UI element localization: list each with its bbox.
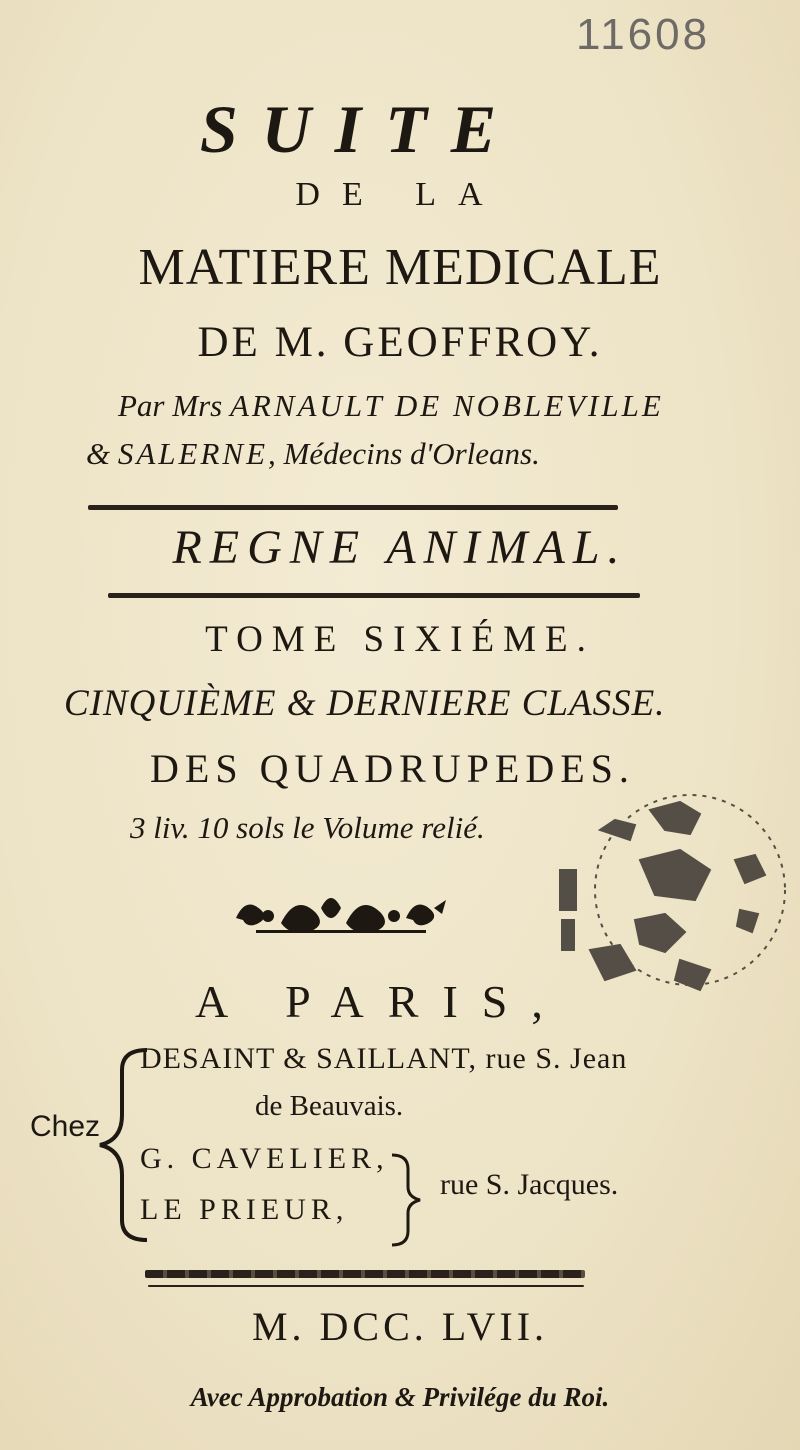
volume-price: 3 liv. 10 sols le Volume relié. xyxy=(130,810,485,845)
volume-classe: CINQUIÈME & DERNIERE CLASSE. xyxy=(64,683,666,724)
volume-subject: DES QUADRUPEDES. xyxy=(150,746,635,791)
title-suite: SUITE xyxy=(199,91,521,167)
publisher-street: rue S. Jacques. xyxy=(440,1168,619,1201)
shelfmark-number: 11608 xyxy=(576,10,711,59)
imprint-city: A PARIS, xyxy=(195,976,567,1027)
title-main: MATIERE MEDICALE xyxy=(138,239,662,296)
approbation-line: Avec Approbation & Privilége du Roi. xyxy=(190,1382,610,1412)
authors-par: Par Mrs xyxy=(118,388,223,423)
library-stamp-icon xyxy=(540,750,790,1050)
rule-top-1 xyxy=(88,505,618,510)
publisher-1: DESAINT & SAILLANT, rue S. Jean xyxy=(140,1042,628,1075)
rule-bottom-thin xyxy=(148,1285,584,1287)
volume-tome: TOME SIXIÉME. xyxy=(205,619,595,660)
fleuron-ornament-icon xyxy=(226,878,456,948)
authors-line-1 xyxy=(118,388,664,424)
authors-ampersand: & xyxy=(86,436,111,471)
imprint-chez: Chez xyxy=(30,1110,101,1143)
section-title: REGNE ANIMAL. xyxy=(172,521,628,574)
author-name-1: ARNAULT DE NOBLEVILLE xyxy=(229,388,664,423)
authors-role: , Médecins d'Orleans. xyxy=(268,436,540,471)
title-de-la: DE LA xyxy=(295,176,505,213)
title-author-line: DE M. GEOFFROY. xyxy=(197,319,603,366)
rule-bottom-ornamental xyxy=(145,1270,585,1278)
publisher-3: LE PRIEUR, xyxy=(140,1193,349,1226)
author-name-2: SALERNE xyxy=(117,436,269,471)
rule-top-2 xyxy=(108,593,640,598)
small-brace-icon xyxy=(384,1150,424,1250)
publication-date: M. DCC. LVII. xyxy=(251,1304,549,1349)
publisher-1-continued: de Beauvais. xyxy=(255,1090,404,1122)
publisher-2: G. CAVELIER, xyxy=(140,1142,389,1175)
authors-line-2 xyxy=(86,436,540,472)
